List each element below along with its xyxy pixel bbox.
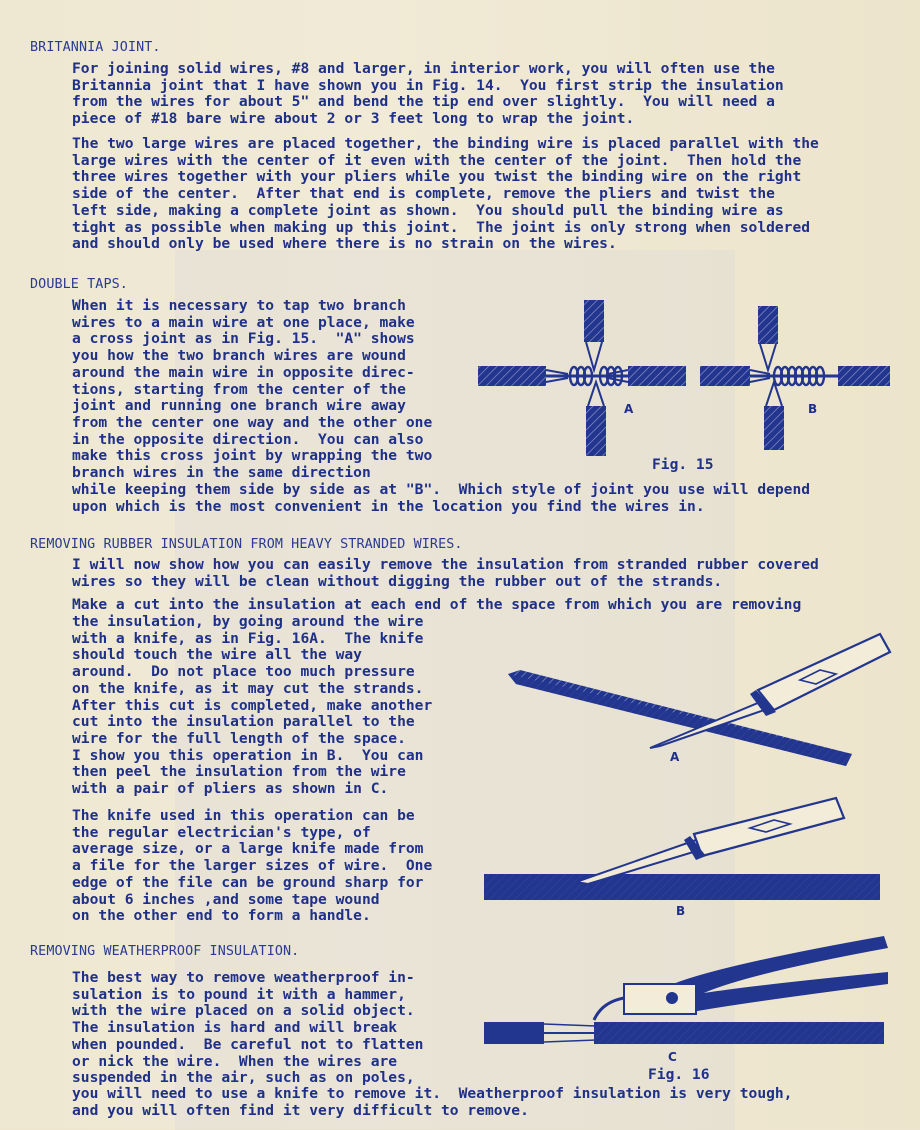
rubber-paragraph-2: the insulation, by going around the wire with a knife, as in Fig. 16A. The knife should touch the wire all the way around. Do not place too much pressure on the knife, as it may cut the strands. After this cut is completed, make another cut into the insulation parallel to the wire for the full length of the space. I show you this operation in B. You can then peel the insulation from the wire with a pair of pliers as shown in C. xyxy=(72,613,433,798)
fig-16-label-a: A xyxy=(670,750,680,764)
fig-16c-pliers-peel xyxy=(484,928,894,1058)
double-taps-paragraph: When it is necessary to tap two branch wires to a main wire at one place, make a cross joint as in Fig. 15. "A" shows you how the two branch wires are wound around the main wire in opposite direc- tions, starting from the center of the joint and running one branch wire away from the center one way and the other one in the opposite direction. You can also make this cross joint by wrapping the two branch wires in the same direction xyxy=(72,297,433,482)
fig-15-label-b: B xyxy=(808,402,818,416)
heading-removing-weatherproof-insulation: REMOVING WEATHERPROOF INSULATION. xyxy=(30,944,300,959)
fig-16b-knife-slit xyxy=(484,794,884,914)
weatherproof-paragraph: The best way to remove weatherproof in- sulation is to pound it with a hammer, with the wire placed on a solid object. The insulation is hard and will break when pounded. Be careful not to flatten or nick the wire. When the wires are suspended in the air, such as on poles, xyxy=(72,969,424,1087)
fig-16-label-c: C xyxy=(668,1050,677,1064)
fig-15-label-a: A xyxy=(624,402,634,416)
fig-16-label-b: B xyxy=(676,904,686,918)
fig-15-cross-joints xyxy=(478,300,898,460)
fig-15-joint-a xyxy=(478,300,686,456)
britannia-paragraph-2: The two large wires are placed together, the binding wire is placed parallel with the large wires with the center of it even with the center of the joint. Then hold the three wires together with your pliers while you twist the binding wire on the right side of the center. After that end is complete, remove the pliers and twist the left side, making a complete joint as shown. You should pull the binding wire as tight as possible when making up this joint. The joint is only strong when soldered and should only be used where there is no strain on the wires. xyxy=(72,135,819,253)
heading-double-taps: DOUBLE TAPS. xyxy=(30,277,128,292)
fig-15-joint-b xyxy=(700,306,890,450)
fig-16a-knife-cut xyxy=(500,630,900,770)
rubber-paragraph-3: The knife used in this operation can be the regular electrician's type, of average size, or a large knife made from a file for the larger sizes of wire. One edge of the file can be ground sharp for about 6 inches ,and some tape wound on the other end to form a handle. xyxy=(72,807,433,925)
britannia-paragraph-1: For joining solid wires, #8 and larger, in interior work, you will often use the Britannia joint that I have shown you in Fig. 14. You first strip the insulation from the wires for about 5" and bend the tip end over slightly. You will need a piece of #18 bare wire about 2 or 3 feet long to wrap the joint. xyxy=(72,60,784,128)
rubber-paragraph-1: I will now show how you can easily remove the insulation from stranded rubber covered wires so they will be clean without digging the rubber out of the strands. xyxy=(72,556,819,590)
fig-16-caption: Fig. 16 xyxy=(648,1066,710,1083)
rubber-paragraph-2-first-line: Make a cut into the insulation at each end of the space from which you are removing xyxy=(72,596,802,613)
double-taps-paragraph-end: while keeping them side by side as at "B". Which style of joint you use will depend upon which is the most convenient in the location you find the wires in. xyxy=(72,481,811,515)
weatherproof-paragraph-end: you will need to use a knife to remove it. Weatherproof insulation is very tough, and you will often find it very difficult to remove. xyxy=(72,1085,793,1119)
fig-15-caption: Fig. 15 xyxy=(652,456,714,473)
heading-removing-rubber-insulation: REMOVING RUBBER INSULATION FROM HEAVY STRANDED WIRES. xyxy=(30,537,463,552)
heading-britannia-joint: BRITANNIA JOINT. xyxy=(30,40,161,55)
